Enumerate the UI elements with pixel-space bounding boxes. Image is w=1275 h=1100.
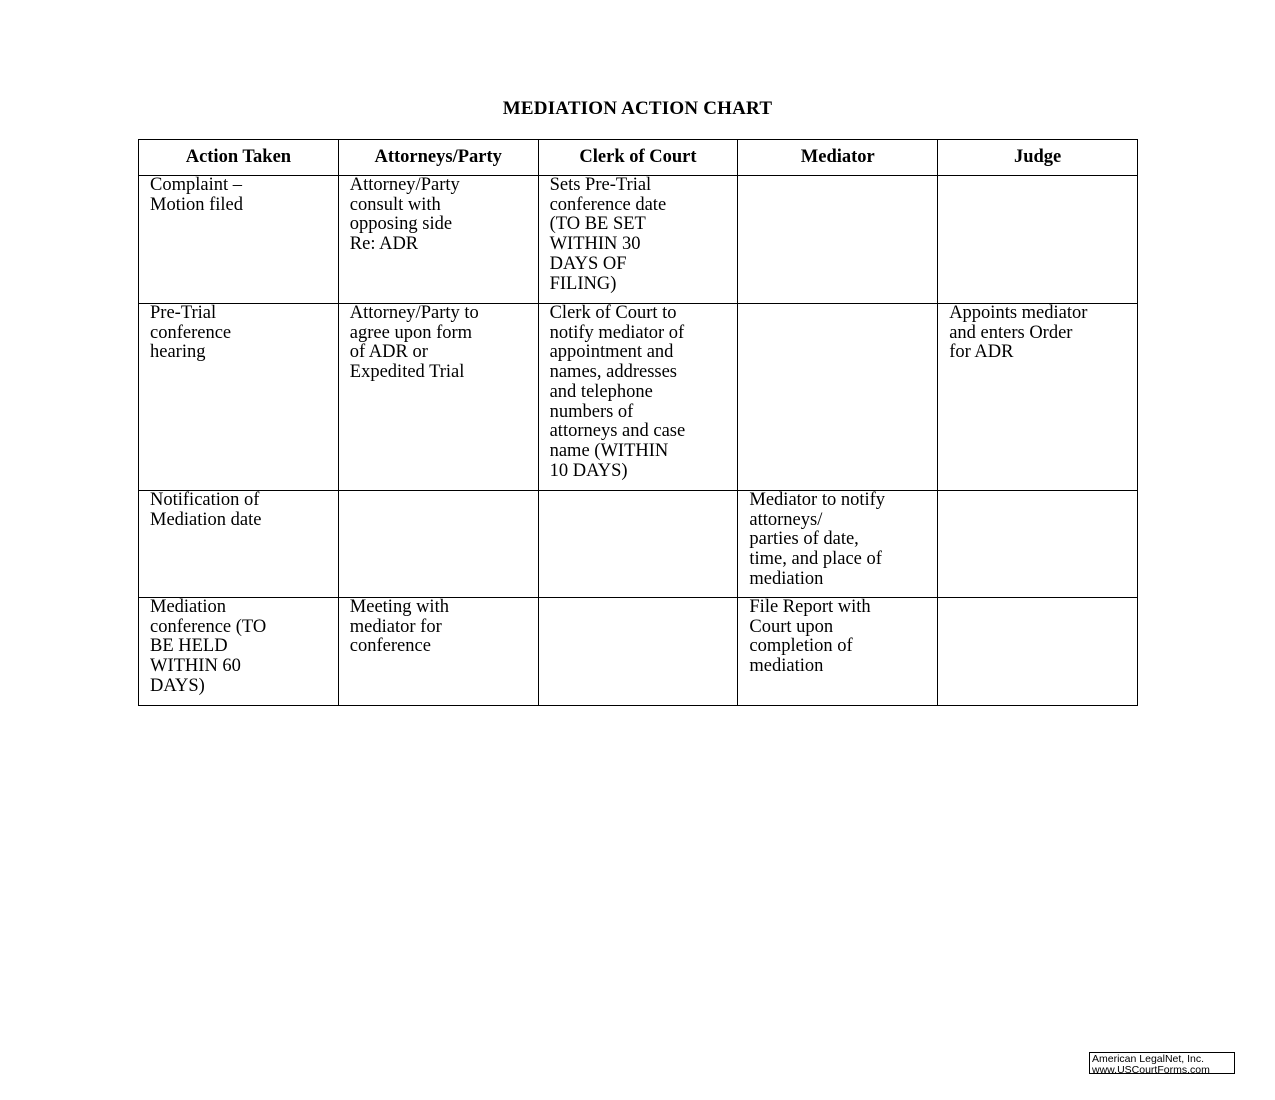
table-cell <box>738 176 938 304</box>
table-cell <box>938 491 1138 598</box>
table-cell <box>338 491 538 598</box>
footer-stamp <box>1089 1052 1235 1074</box>
table-cell <box>738 304 938 491</box>
cell-text: Clerk of Court to notify mediator of appointment and names, addresses and telephone numbers of attorneys and case name (WITHIN 10 DAYS) <box>549 303 686 481</box>
table-cell <box>938 176 1138 304</box>
cell-text: Mediator to notify attorneys/ parties of date, time, and place of mediation <box>749 490 886 589</box>
stamp-company: American LegalNet, Inc. <box>1092 1053 1205 1065</box>
table-row <box>139 176 1138 304</box>
table-cell <box>538 304 738 491</box>
table-cell <box>538 176 738 304</box>
table-cell <box>338 304 538 491</box>
cell-text: Pre-Trial conference hearing <box>150 303 232 363</box>
table-header-row <box>139 140 1138 176</box>
cell-text: Attorney/Party consult with opposing side Re: ADR <box>349 175 460 255</box>
cell-text: Sets Pre-Trial conference date (TO BE SET WITHIN 30 DAYS OF FILING) <box>549 175 667 294</box>
mediation-action-table <box>138 139 1138 706</box>
table-row <box>139 304 1138 491</box>
page-title: MEDIATION ACTION CHART <box>502 98 773 119</box>
table-cell <box>938 598 1138 706</box>
header-attorneys-party: Attorneys/Party <box>338 140 538 176</box>
cell-text: Mediation conference (TO BE HELD WITHIN 60 DAYS) <box>150 597 267 696</box>
cell-text: Complaint – Motion filed <box>150 175 244 215</box>
table-row <box>139 491 1138 598</box>
header-action-taken: Action Taken <box>139 140 339 176</box>
table-cell <box>139 304 339 491</box>
table-cell <box>139 176 339 304</box>
header-mediator: Mediator <box>738 140 938 176</box>
cell-text: Meeting with mediator for conference <box>349 597 449 657</box>
table-cell <box>338 176 538 304</box>
table-cell <box>139 598 339 706</box>
header-judge: Judge <box>938 140 1138 176</box>
cell-text: Notification of Mediation date <box>150 490 262 530</box>
table-cell <box>139 491 339 598</box>
table-cell <box>538 598 738 706</box>
table-cell <box>338 598 538 706</box>
cell-text: Attorney/Party to agree upon form of ADR or Expedited Trial <box>349 303 479 383</box>
cell-text: Appoints mediator and enters Order for ADR <box>949 303 1088 363</box>
table-row <box>139 598 1138 706</box>
table-cell <box>538 491 738 598</box>
table-cell <box>738 491 938 598</box>
table-cell <box>738 598 938 706</box>
cell-text: File Report with Court upon completion of mediation <box>749 597 871 677</box>
stamp-website: www.USCourtForms.com <box>1092 1063 1210 1076</box>
table-cell <box>938 304 1138 491</box>
header-clerk-of-court: Clerk of Court <box>538 140 738 176</box>
